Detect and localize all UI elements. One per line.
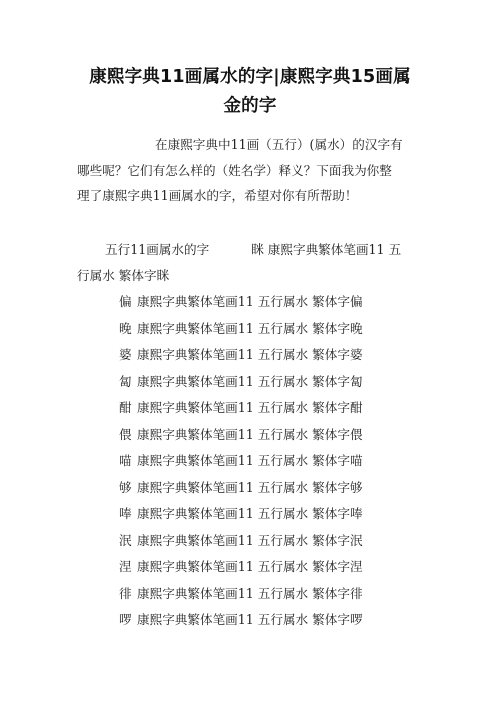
list-item	[119, 557, 419, 584]
entry-description: 康熙字典繁体笔画11 五行属水 繁体字偎	[137, 426, 363, 442]
list-item	[119, 398, 419, 425]
entry-character: 涅	[119, 559, 132, 574]
entry-description: 康熙字典繁体笔画11 五行属水 繁体字徘	[137, 585, 363, 601]
list-item	[119, 372, 419, 399]
intro-paragraph-line-2: 哪些呢？它们有怎么样的（姓名学）释义？下面我为你整	[77, 163, 392, 178]
list-item	[119, 345, 419, 372]
entry-description: 康熙字典繁体笔画11 五行属水 繁体字啰	[137, 612, 363, 627]
list-item	[119, 292, 419, 319]
document-title-line-1: 康熙字典11画属水的字|康熙字典15画属	[89, 67, 411, 87]
section-heading-line-2: 行属水 繁体字眯	[77, 268, 170, 283]
entry-description: 康熙字典繁体笔画11 五行属水 繁体字匐	[137, 373, 363, 389]
entry-character: 啰	[119, 612, 132, 627]
section-heading: 五行11画属水的字	[105, 242, 210, 257]
character-entry-list	[119, 292, 419, 637]
entry-character: 偎	[119, 426, 132, 442]
entry-description: 康熙字典繁体笔画11 五行属水 繁体字婆	[137, 347, 363, 362]
first-entry-start: 眯 康熙字典繁体笔画11 五	[251, 242, 402, 257]
entry-character: 婆	[119, 347, 132, 362]
entry-description: 康熙字典繁体笔画11 五行属水 繁体字涅	[137, 559, 363, 574]
entry-character: 喵	[119, 453, 132, 468]
entry-description: 康熙字典繁体笔画11 五行属水 繁体字喵	[137, 453, 363, 468]
entry-description: 康熙字典繁体笔画11 五行属水 繁体字晚	[137, 320, 363, 336]
entry-description: 康熙字典繁体笔画11 五行属水 繁体字够	[137, 479, 363, 495]
entry-character: 晚	[119, 320, 132, 336]
entry-character: 匐	[119, 373, 132, 389]
intro-paragraph-line-1: 在康熙字典中11画（五行）(属水）的汉字有	[155, 137, 403, 152]
list-item	[119, 425, 419, 452]
entry-character: 偏	[119, 294, 132, 309]
section-heading-line-1	[105, 240, 401, 260]
entry-description: 康熙字典繁体笔画11 五行属水 繁体字偏	[137, 294, 363, 309]
entry-description: 康熙字典繁体笔画11 五行属水 繁体字唪	[137, 506, 363, 521]
list-item	[119, 610, 419, 637]
entry-character: 徘	[119, 585, 132, 601]
entry-character: 酣	[119, 400, 132, 415]
entry-character: 泯	[119, 532, 132, 548]
list-item	[119, 451, 419, 478]
entry-character: 唪	[119, 506, 132, 521]
list-item	[119, 584, 419, 611]
list-item	[119, 531, 419, 558]
document-title-line-2: 金的字	[223, 96, 277, 116]
entry-description: 康熙字典繁体笔画11 五行属水 繁体字泯	[137, 532, 363, 548]
entry-description: 康熙字典繁体笔画11 五行属水 繁体字酣	[137, 400, 363, 415]
list-item	[119, 478, 419, 505]
list-item	[119, 319, 419, 346]
intro-paragraph-line-3: 理了康熙字典11画属水的字，希望对你有所帮助！	[77, 188, 358, 203]
entry-character: 够	[119, 479, 132, 495]
list-item	[119, 504, 419, 531]
